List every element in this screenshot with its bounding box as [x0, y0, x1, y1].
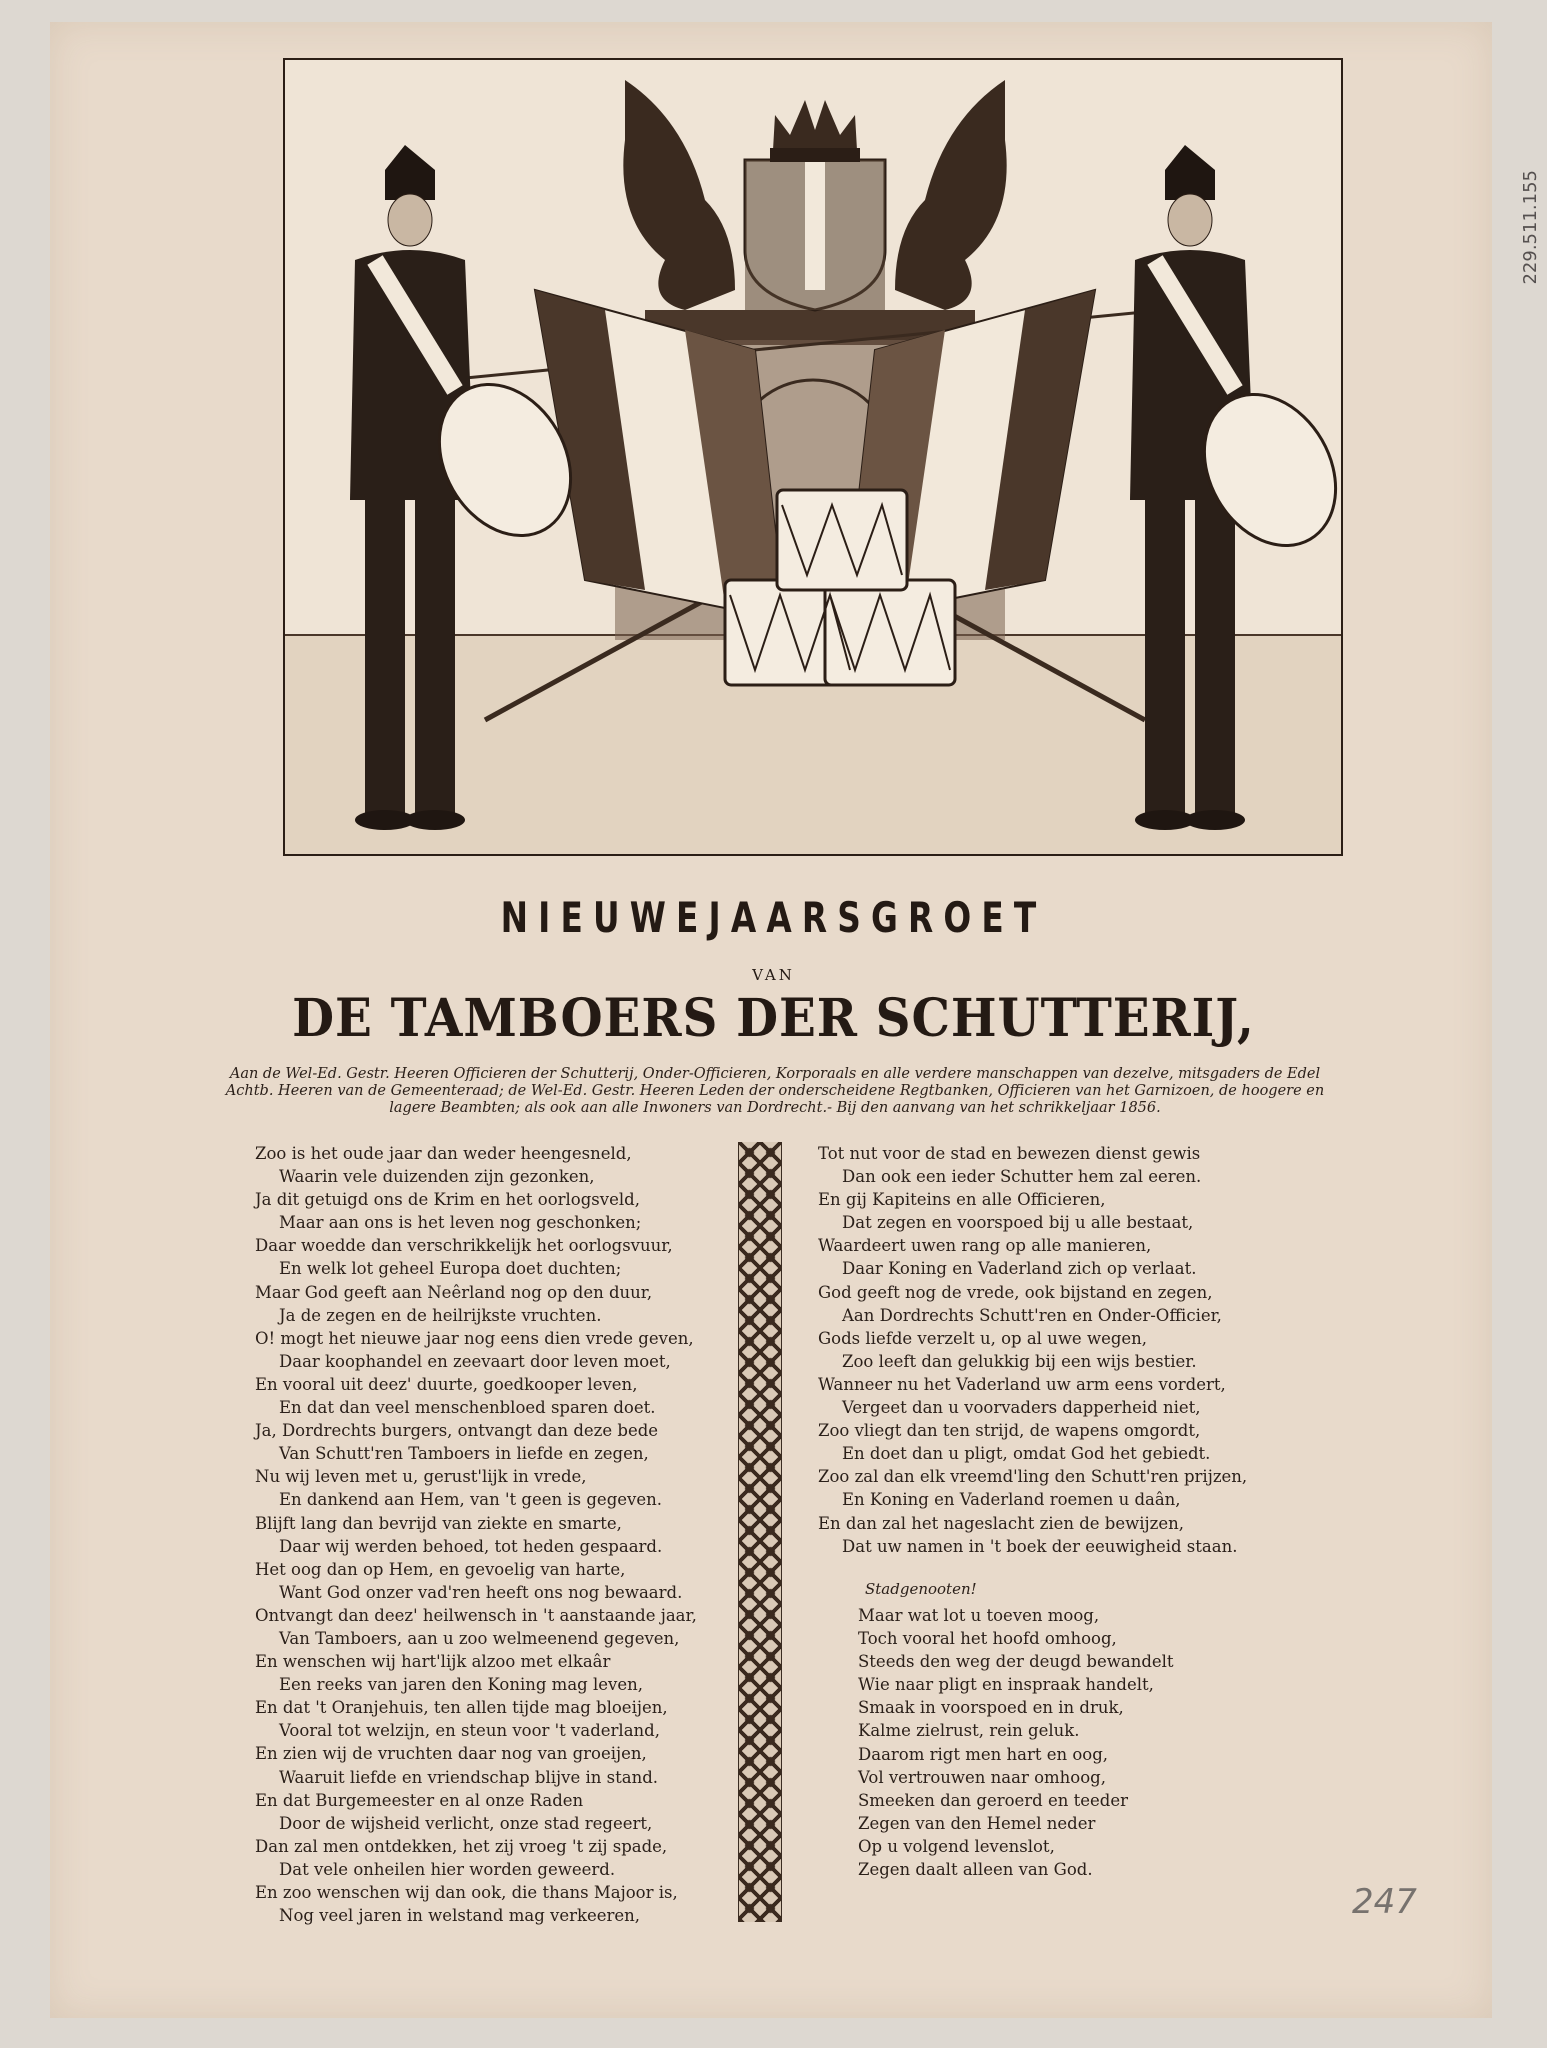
poem-line: Ja, Dordrechts burgers, ontvangt dan deze bede — [255, 1421, 659, 1441]
poem-line: Door de wijsheid verlicht, onze stad regeert, — [279, 1813, 653, 1833]
poem-line: Een reeks van jaren den Koning mag leven, — [279, 1675, 643, 1695]
poem-line: Aan Dordrechts Schutt'ren en Onder-Officier, — [842, 1305, 1222, 1325]
poem-line: Dat zegen en voorspoed bij u alle bestaat, — [842, 1213, 1194, 1233]
poem-line: Daar wij werden behoed, tot heden gespaard. — [279, 1536, 663, 1556]
poem-line: Het oog dan op Hem, en gevoelig van harte, — [255, 1559, 626, 1579]
poem-line: Daarom rigt men hart en oog, — [858, 1744, 1109, 1764]
dedication-text: Aan de Wel-Ed. Gestr. Heeren Officieren der Schutterij, Onder-Officieren, Korporaals en alle verdere manschappen van dezelve, mitsgaders de Edel Achtb. Heeren van de Gemeenteraad; de Wel-Ed. Gestr. Heeren Leden der onderscheidene Regtbanken, Officieren van het Garnizoen, de hoogere en lagere Beambten; als ook aan alle Inwoners van Dordrecht.- Bij den aanvang van het schrikkeljaar 1856. — [225, 1066, 1325, 1116]
poem-line: Waarin vele duizenden zijn gezonken, — [279, 1167, 595, 1187]
engraving-illustration — [283, 58, 1343, 856]
poem-line: Zoo vliegt dan ten strijd, de wapens omgordt, — [818, 1421, 1201, 1441]
poem-line: O! mogt het nieuwe jaar nog eens dien vrede geven, — [255, 1328, 694, 1348]
poem-line: Toch vooral het hoofd omhoog, — [858, 1629, 1117, 1649]
poem-line: Maar God geeft aan Neêrland nog op den duur, — [255, 1282, 653, 1302]
poem-line: Daar woedde dan verschrikkelijk het oorlogsvuur, — [255, 1236, 673, 1256]
poem-line: Vergeet dan u voorvaders dapperheid niet, — [842, 1398, 1201, 1418]
poem-line: Daar koophandel en zeevaart door leven moet, — [279, 1351, 671, 1371]
pencil-number: 247 — [1352, 1882, 1417, 1922]
poem-line: Van Schutt'ren Tamboers in liefde en zegen, — [279, 1444, 649, 1464]
poem-line: En welk lot geheel Europa doet duchten; — [279, 1259, 622, 1279]
subtitle: DE TAMBOERS DER SCHUTTERIJ, — [292, 988, 1255, 1049]
poem-line: Wie naar pligt en inspraak handelt, — [858, 1675, 1154, 1695]
poem-line: En dan zal het nageslacht zien de bewijzen, — [818, 1513, 1184, 1533]
poem-line: God geeft nog de vrede, ook bijstand en zegen, — [818, 1282, 1213, 1302]
ornamental-column-divider — [738, 1142, 782, 1922]
poem-line: Dat vele onheilen hier worden geweerd. — [279, 1859, 616, 1879]
poem-line: Smeeken dan geroerd en teeder — [858, 1790, 1129, 1810]
stanza-heading: Stadgenooten! — [865, 1580, 977, 1598]
poem-line: Vol vertrouwen naar omhoog, — [858, 1767, 1106, 1787]
poem-line: Vooral tot welzijn, en steun voor 't vaderland, — [279, 1721, 660, 1741]
poem-line: En Koning en Vaderland roemen u daân, — [842, 1490, 1181, 1510]
poem-line: Ja dit getuigd ons de Krim en het oorlogsveld, — [255, 1190, 640, 1210]
poem-line: Waardeert uwen rang op alle manieren, — [818, 1236, 1152, 1256]
poem-line: Ja de zegen en de heilrijkste vruchten. — [279, 1305, 602, 1325]
poem-line: Blijft lang dan bevrijd van ziekte en smarte, — [255, 1513, 622, 1533]
poem-line: Waaruit liefde en vriendschap blijve in stand. — [279, 1767, 659, 1787]
griffin-left — [623, 80, 735, 310]
poem-line: En zien wij de vruchten daar nog van groeijen, — [255, 1744, 647, 1764]
poem-line: Zoo is het oude jaar dan weder heengesneld, — [255, 1144, 632, 1163]
title-van: VAN — [752, 966, 795, 984]
poem-line: Gods liefde verzelt u, op al uwe wegen, — [818, 1328, 1148, 1348]
griffin-right — [895, 80, 1007, 310]
poem-line: Kalme zielrust, rein geluk. — [858, 1721, 1080, 1741]
poem-line: Zegen van den Hemel neder — [858, 1813, 1096, 1833]
engraving-drawing — [285, 60, 1341, 854]
poem-column-right — [818, 1142, 1247, 1558]
poem-line: En gij Kapiteins en alle Officieren, — [818, 1190, 1106, 1210]
poem-line: Zoo zal dan elk vreemd'ling den Schutt'ren prijzen, — [818, 1467, 1248, 1487]
poem-line: Nu wij leven met u, gerust'lijk in vrede, — [255, 1467, 587, 1487]
poem-line: Van Tamboers, aan u zoo welmeenend gegeven, — [279, 1628, 680, 1648]
poem-line: Dat uw namen in 't boek der eeuwigheid staan. — [842, 1536, 1238, 1556]
poem-line: Steeds den weg der deugd bewandelt — [858, 1652, 1174, 1672]
poem-line: Ontvangt dan deez' heilwensch in 't aanstaande jaar, — [255, 1605, 697, 1625]
poem-line: Want God onzer vad'ren heeft ons nog bewaard. — [279, 1582, 683, 1602]
poem-column-left — [255, 1142, 697, 1927]
poem-line: En zoo wenschen wij dan ook, die thans Majoor is, — [255, 1883, 678, 1902]
poem-line: Daar Koning en Vaderland zich op verlaat. — [842, 1259, 1197, 1279]
poem-column-right-second — [858, 1604, 1174, 1881]
poem-line: En vooral uit deez' duurte, goedkooper leven, — [255, 1374, 638, 1394]
poem-line: En dat 't Oranjehuis, ten allen tijde mag bloeijen, — [255, 1698, 668, 1718]
poem-line: En dat dan veel menschenbloed sparen doet. — [279, 1398, 656, 1418]
poem-line: Maar aan ons is het leven nog geschonken; — [279, 1213, 642, 1233]
poem-line: En wenschen wij hart'lijk alzoo met elkaâr — [255, 1652, 611, 1672]
poem-line: Wanneer nu het Vaderland uw arm eens vordert, — [818, 1374, 1226, 1394]
main-title: NIEUWEJAARSGROET — [500, 893, 1047, 942]
poem-line: Zegen daalt alleen van God. — [858, 1860, 1093, 1880]
poem-line: En dankend aan Hem, van 't geen is gegeven. — [279, 1490, 662, 1510]
poem-line: Op u volgend levenslot, — [858, 1836, 1055, 1856]
crown — [773, 100, 857, 150]
poem-line: Nog veel jaren in welstand mag verkeeren, — [279, 1906, 641, 1926]
poem-line: Maar wat lot u toeven moog, — [858, 1606, 1100, 1625]
poem-line: Dan zal men ontdekken, het zij vroeg 't zij spade, — [255, 1836, 668, 1856]
poem-line: Zoo leeft dan gelukkig bij een wijs bestier. — [842, 1351, 1197, 1371]
poem-line: Tot nut voor de stad en bewezen dienst gewis — [818, 1144, 1201, 1163]
poem-line: Smaak in voorspoed en in druk, — [858, 1698, 1124, 1718]
margin-inventory-number: 229.511.155 — [1520, 170, 1541, 285]
poem-line: Dan ook een ieder Schutter hem zal eeren. — [842, 1167, 1202, 1187]
poem-line: En dat Burgemeester en al onze Raden — [255, 1790, 584, 1810]
poem-line: En doet dan u pligt, omdat God het gebiedt. — [842, 1444, 1211, 1464]
